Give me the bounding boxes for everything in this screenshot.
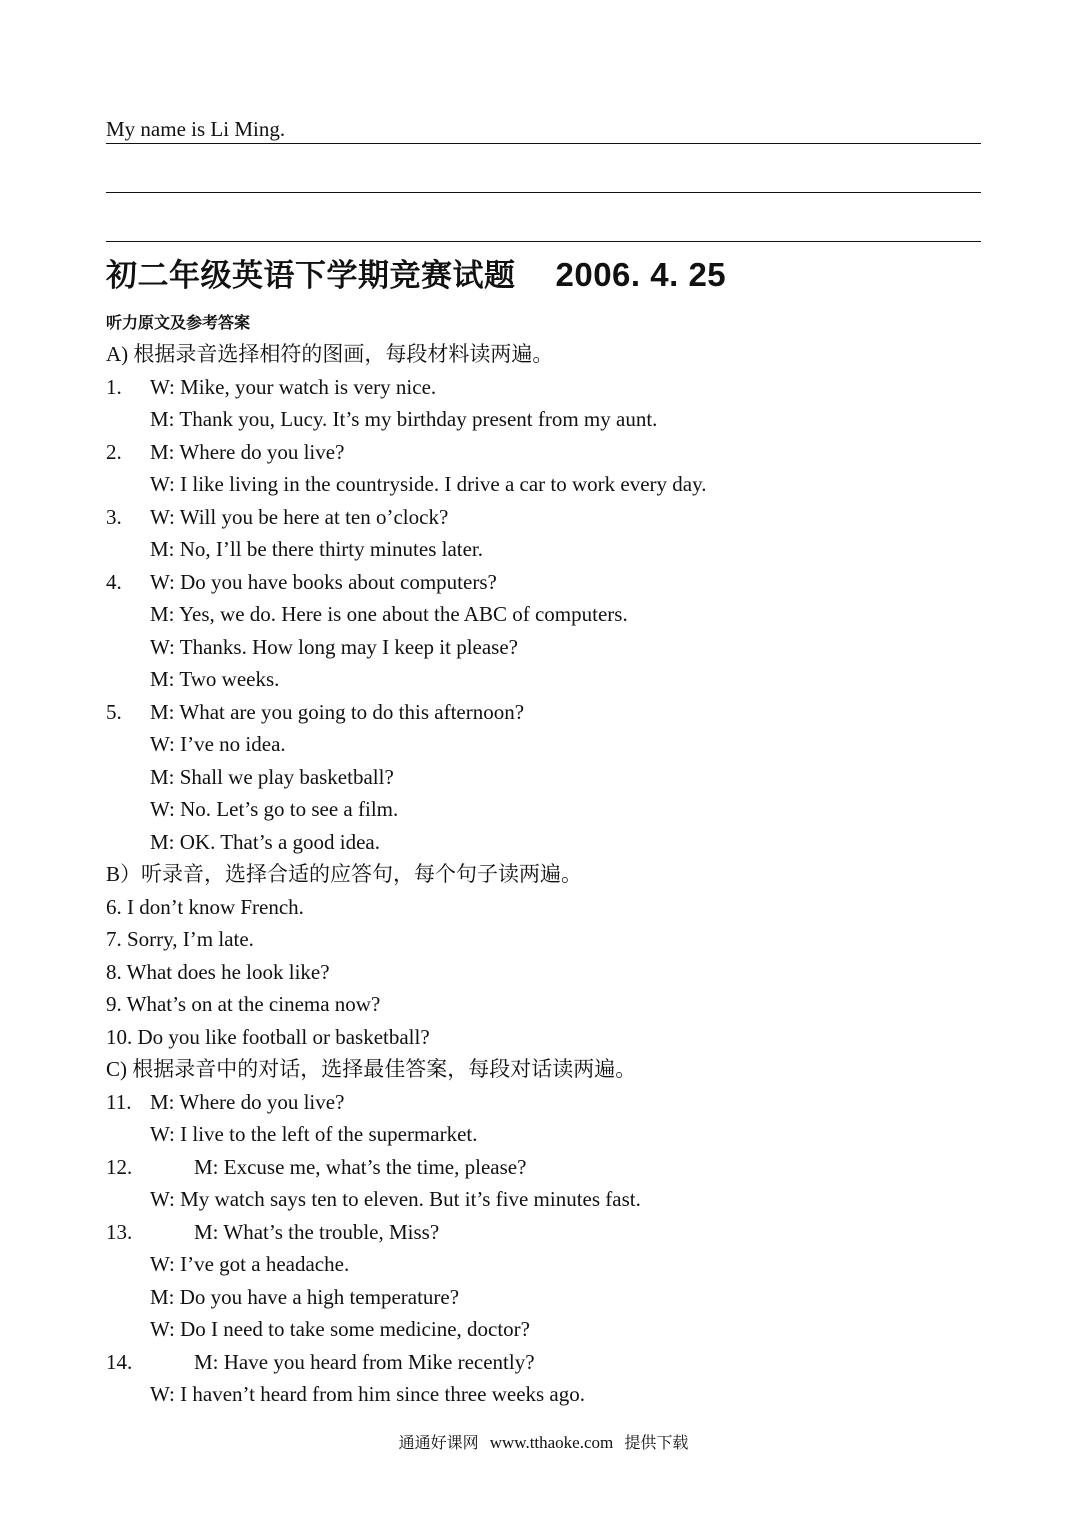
transcript-line — [106, 761, 1006, 794]
question-text: 10. Do you like football or basketball? — [106, 1024, 430, 1049]
transcript-line — [106, 598, 1006, 631]
section-heading-text: B）听录音，选择合适的应答句，每个句子读两遍。 — [106, 862, 583, 886]
section-heading-text: C) 根据录音中的对话，选择最佳答案，每段对话读两遍。 — [106, 1057, 637, 1081]
dialogue-text: W: Will you be here at ten o’clock? — [150, 504, 449, 529]
footer-site-name: 通通好课网 — [398, 1433, 479, 1452]
transcript-line — [106, 696, 1006, 729]
item-number: 11. — [106, 1089, 132, 1114]
dialogue-text: M: Where do you live? — [150, 439, 345, 464]
dialogue-text: M: Shall we play basketball? — [150, 764, 394, 789]
question-text: 6. I don’t know French. — [106, 894, 304, 919]
section-heading — [106, 858, 1006, 891]
dialogue-text: W: Do I need to take some medicine, doctor? — [150, 1317, 530, 1341]
dialogue-text: M: Two weeks. — [150, 667, 280, 691]
dialogue-text: W: I haven’t heard from him since three weeks ago. — [150, 1382, 586, 1406]
transcript-line — [106, 566, 1006, 599]
item-number: 1. — [106, 374, 122, 399]
item-number: 12. — [106, 1154, 133, 1179]
transcript-line — [106, 826, 1006, 859]
transcript-line — [106, 1183, 1006, 1216]
transcript-line — [106, 1151, 1006, 1184]
item-number: 3. — [106, 504, 122, 529]
dialogue-text: M: OK. That’s a good idea. — [150, 829, 380, 854]
footer-note: 提供下载 — [624, 1433, 689, 1452]
transcript-line — [106, 1346, 1006, 1379]
transcript-line — [106, 1118, 1006, 1151]
dialogue-text: W: Thanks. How long may I keep it please? — [150, 634, 518, 659]
dialogue-text: W: I’ve no idea. — [150, 732, 286, 756]
dialogue-text: M: Do you have a high temperature? — [150, 1284, 460, 1309]
section-heading-text: A) 根据录音选择相符的图画，每段材料读两遍。 — [106, 342, 554, 366]
transcript-line — [106, 793, 1006, 826]
dialogue-text: M: Yes, we do. Here is one about the ABC of computers. — [150, 602, 628, 626]
dialogue-text: W: I like living in the countryside. I drive a car to work every day. — [150, 472, 707, 496]
footer-url: www.tthaoke.com — [489, 1433, 614, 1452]
dialogue-text: M: Have you heard from Mike recently? — [194, 1349, 535, 1374]
question-text: 7. Sorry, I’m late. — [106, 927, 254, 951]
transcript-line — [106, 1216, 1006, 1249]
transcript-line — [106, 403, 1006, 436]
transcript-line — [106, 923, 1006, 956]
transcript-line — [106, 728, 1006, 761]
document-title — [106, 250, 726, 295]
item-number: 5. — [106, 699, 122, 724]
section-heading — [106, 338, 1006, 371]
transcript-content — [106, 338, 1006, 1411]
dialogue-text: W: I’ve got a headache. — [150, 1252, 350, 1276]
item-number: 13. — [106, 1219, 133, 1244]
dialogue-text: M: Where do you live? — [150, 1089, 345, 1114]
dialogue-text: M: Thank you, Lucy. It’s my birthday present from my aunt. — [150, 407, 658, 431]
transcript-line — [106, 1021, 1006, 1054]
transcript-line — [106, 1378, 1006, 1411]
dialogue-text: M: What’s the trouble, Miss? — [194, 1219, 440, 1244]
transcript-line — [106, 1281, 1006, 1314]
dialogue-text: W: Mike, your watch is very nice. — [150, 374, 437, 399]
dialogue-text: W: My watch says ten to eleven. But it’s five minutes fast. — [150, 1187, 641, 1211]
transcript-line — [106, 631, 1006, 664]
item-number: 4. — [106, 569, 122, 594]
transcript-line — [106, 1248, 1006, 1281]
dialogue-text: W: I live to the left of the supermarket. — [150, 1122, 478, 1146]
transcript-line — [106, 1313, 1006, 1346]
dialogue-text: M: What are you going to do this afternoon? — [150, 699, 525, 724]
dialogue-text: M: Excuse me, what’s the time, please? — [194, 1154, 527, 1179]
section-heading — [106, 1053, 1006, 1086]
dialogue-text: W: No. Let’s go to see a film. — [150, 797, 399, 821]
title-text: 初二年级英语下学期竞赛试题 — [106, 258, 516, 294]
item-number: 14. — [106, 1349, 133, 1374]
item-number: 2. — [106, 439, 122, 464]
transcript-line — [106, 436, 1006, 469]
transcript-line — [106, 501, 1006, 534]
transcript-line — [106, 663, 1006, 696]
question-text: 8. What does he look like? — [106, 959, 330, 984]
transcript-line — [106, 988, 1006, 1021]
transcript-line — [106, 533, 1006, 566]
question-text: 9. What’s on at the cinema now? — [106, 992, 381, 1016]
answer-line-1 — [106, 112, 981, 144]
transcript-line — [106, 371, 1006, 404]
document-subtitle: 听力原文及参考答案 — [106, 313, 251, 332]
page-footer — [0, 1430, 1087, 1453]
transcript-line — [106, 468, 1006, 501]
answer-line-text: My name is Li Ming. — [106, 117, 286, 141]
title-date: 2006. 4. 25 — [555, 256, 727, 293]
transcript-line — [106, 891, 1006, 924]
transcript-line — [106, 1086, 1006, 1119]
answer-line-3 — [106, 210, 981, 242]
transcript-line — [106, 956, 1006, 989]
answer-line-2 — [106, 161, 981, 193]
dialogue-text: W: Do you have books about computers? — [150, 569, 497, 594]
dialogue-text: M: No, I’ll be there thirty minutes later. — [150, 537, 484, 561]
